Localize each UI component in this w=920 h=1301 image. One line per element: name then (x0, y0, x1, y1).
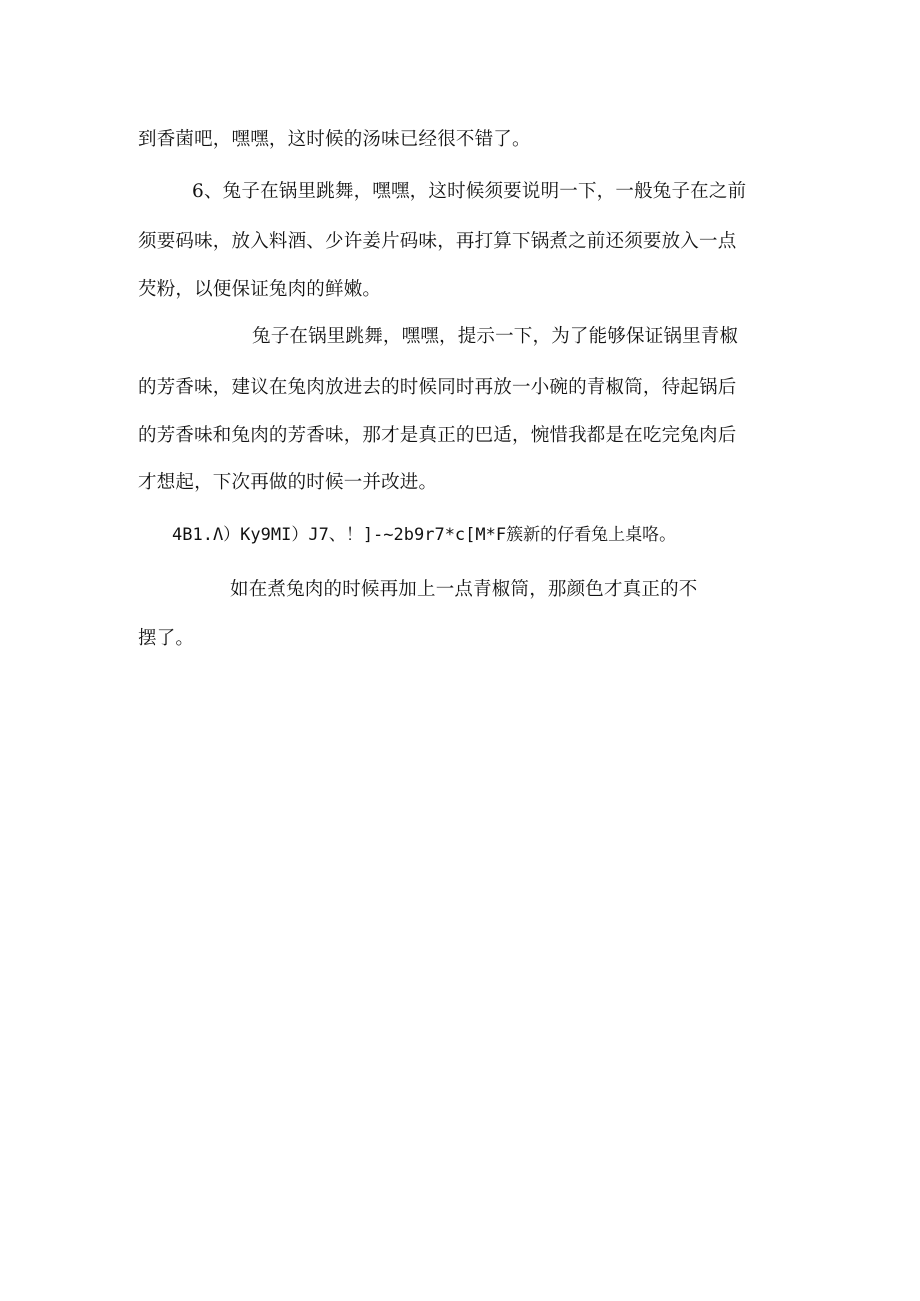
text-line-11: 摆了。 (138, 628, 195, 649)
text-line-3: 须要码味，放入料酒、少许姜片码味，再打算下锅煮之前还须要放入一点 (138, 231, 737, 252)
text-line-10: 如在煮兔肉的时候再加上一点青椒筒，那颜色才真正的不 (230, 579, 698, 600)
text-line-5: 兔子在锅里跳舞，嘿嘿，提示一下，为了能够保证锅里青椒 (252, 326, 739, 347)
text-line-1: 到香菌吧，嘿嘿，这时候的汤味已经很不错了。 (138, 129, 531, 150)
text-line-8: 才想起，下次再做的时候一并改进。 (138, 472, 438, 493)
text-line-6: 的芳香味，建议在兔肉放进去的时候同时再放一小碗的青椒筒，待起锅后 (138, 377, 737, 398)
text-line-9: 4B1.Λ）Ky9MI）J7、！]-~2b9r7*c[M*F簇新的仔看兔上桌咯。 (172, 525, 677, 545)
text-line-2: 6、兔子在锅里跳舞，嘿嘿，这时候须要说明一下，一般兔子在之前 (192, 181, 747, 202)
text-line-7: 的芳香味和兔肉的芳香味，那才是真正的巴适，惋惜我都是在吃完兔肉后 (138, 425, 737, 446)
text-line-4: 芡粉，以便保证兔肉的鲜嫩。 (138, 279, 382, 300)
